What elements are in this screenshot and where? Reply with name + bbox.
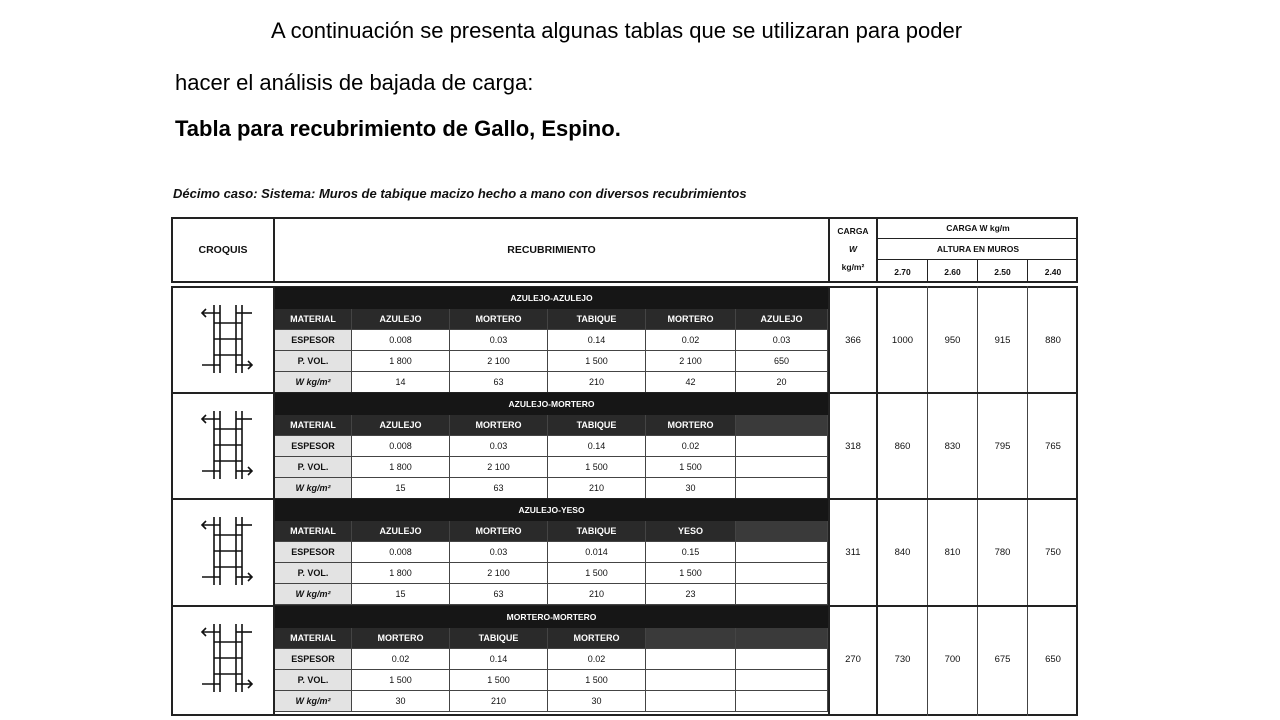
material-cell: 0.15	[646, 542, 736, 563]
material-cell: 0.02	[646, 330, 736, 351]
altura-value: 650	[1045, 653, 1061, 665]
material-cell: MORTERO	[352, 628, 450, 649]
material-cell: MORTERO	[450, 415, 548, 436]
material-cell: 15	[352, 478, 450, 499]
material-cell: 63	[450, 584, 548, 605]
header-height-250: 2.50	[994, 267, 1011, 277]
header-croquis: CROQUIS	[198, 244, 248, 256]
table-title: Tabla para recubrimiento de Gallo, Espino.	[175, 116, 621, 141]
material-cell: 1 500	[548, 457, 646, 478]
section-title: AZULEJO-AZULEJO	[275, 287, 828, 309]
material-cell	[736, 584, 828, 605]
material-cell	[646, 649, 736, 670]
wall-section-sketch-icon	[196, 511, 256, 591]
material-cell: TABIQUE	[450, 628, 548, 649]
material-cell: 14	[352, 372, 450, 393]
row-label: MATERIAL	[275, 415, 352, 436]
material-cell: 42	[646, 372, 736, 393]
material-cell	[646, 691, 736, 712]
altura-value: 950	[944, 334, 961, 346]
material-cell	[736, 542, 828, 563]
material-cell: 30	[548, 691, 646, 712]
row-label: ESPESOR	[275, 330, 352, 351]
carga-value: 318	[845, 440, 861, 452]
row-label: W kg/m²	[275, 584, 352, 605]
material-cell: 0.03	[450, 542, 548, 563]
material-cell	[736, 436, 828, 457]
material-cell: MORTERO	[646, 309, 736, 330]
material-cell: 0.008	[352, 436, 450, 457]
material-cell: 2 100	[450, 351, 548, 372]
material-cell	[646, 628, 736, 649]
material-cell: MORTERO	[548, 628, 646, 649]
material-cell: 30	[352, 691, 450, 712]
material-cell	[736, 563, 828, 584]
altura-value: 880	[1045, 334, 1061, 346]
material-cell: 210	[548, 584, 646, 605]
material-cell: 0.014	[548, 542, 646, 563]
material-cell: 1 500	[450, 670, 548, 691]
altura-value: 700	[944, 653, 961, 665]
material-cell: 20	[736, 372, 828, 393]
row-label: W kg/m²	[275, 478, 352, 499]
material-cell	[736, 478, 828, 499]
material-cell: 1 500	[646, 457, 736, 478]
header-height-240: 2.40	[1044, 267, 1062, 277]
row-label: ESPESOR	[275, 436, 352, 457]
header-carga-kgm: CARGA W kg/m	[946, 223, 1010, 233]
header-carga-1: CARGA	[837, 226, 869, 236]
material-cell	[736, 521, 828, 542]
material-cell: 0.02	[646, 436, 736, 457]
altura-value: 750	[1045, 546, 1061, 558]
carga-value: 311	[845, 546, 861, 558]
material-cell: 23	[646, 584, 736, 605]
header-altura: ALTURA EN MUROS	[936, 244, 1020, 254]
material-cell	[736, 415, 828, 436]
altura-value: 860	[894, 440, 911, 452]
header-height-260: 2.60	[944, 267, 961, 277]
wall-section-sketch-icon	[196, 405, 256, 485]
material-cell: 0.02	[352, 649, 450, 670]
header-recubrimiento: RECUBRIMIENTO	[507, 244, 596, 256]
material-cell: 1 500	[352, 670, 450, 691]
material-cell: AZULEJO	[736, 309, 828, 330]
altura-value: 765	[1045, 440, 1061, 452]
material-cell: 210	[548, 372, 646, 393]
material-cell: 0.03	[736, 330, 828, 351]
row-label: ESPESOR	[275, 649, 352, 670]
material-cell: 63	[450, 478, 548, 499]
material-cell: 1 500	[548, 563, 646, 584]
header-hline-1	[876, 238, 1078, 239]
material-cell: 0.008	[352, 542, 450, 563]
material-cell: 0.008	[352, 330, 450, 351]
header-height-270: 2.70	[894, 267, 911, 277]
scan-caption: Décimo caso: Sistema: Muros de tabique macizo hecho a mano con diversos recubrimientos	[173, 186, 747, 201]
material-cell	[646, 670, 736, 691]
material-cell: 0.03	[450, 436, 548, 457]
material-cell: 15	[352, 584, 450, 605]
material-cell: 0.14	[548, 436, 646, 457]
material-cell	[736, 649, 828, 670]
material-cell: 30	[646, 478, 736, 499]
altura-value: 1000	[891, 334, 914, 346]
wall-section-sketch-icon	[196, 299, 256, 379]
altura-value: 830	[944, 440, 961, 452]
material-cell: AZULEJO	[352, 521, 450, 542]
material-cell: 1 500	[548, 670, 646, 691]
altura-value: 915	[994, 334, 1011, 346]
scanned-table-image	[166, 180, 1090, 720]
material-cell: 2 100	[450, 457, 548, 478]
material-cell: 210	[548, 478, 646, 499]
material-cell	[736, 691, 828, 712]
material-cell: 0.03	[450, 330, 548, 351]
altura-value: 840	[894, 546, 911, 558]
material-cell	[736, 628, 828, 649]
section-title: AZULEJO-YESO	[275, 499, 828, 521]
intro-line-1: A continuación se presenta algunas tablas que se utilizaran para poder	[271, 18, 963, 43]
carga-value: 270	[845, 653, 861, 665]
material-cell: MORTERO	[450, 309, 548, 330]
material-cell: 0.14	[548, 330, 646, 351]
row-label: P. VOL.	[275, 670, 352, 691]
row-label: ESPESOR	[275, 542, 352, 563]
material-cell	[736, 670, 828, 691]
material-cell: 0.14	[450, 649, 548, 670]
row-label: W kg/m²	[275, 372, 352, 393]
section-title: MORTERO-MORTERO	[275, 606, 828, 628]
row-label: P. VOL.	[275, 351, 352, 372]
header-carga-2: W	[848, 244, 858, 254]
material-cell	[736, 457, 828, 478]
material-cell: 650	[736, 351, 828, 372]
intro-line-2: hacer el análisis de bajada de carga:	[175, 70, 534, 95]
row-label: MATERIAL	[275, 309, 352, 330]
altura-value: 810	[944, 546, 961, 558]
material-cell: TABIQUE	[548, 415, 646, 436]
material-cell: 2 100	[646, 351, 736, 372]
altura-value: 730	[894, 653, 911, 665]
material-cell: AZULEJO	[352, 309, 450, 330]
material-cell: 1 800	[352, 351, 450, 372]
row-label: MATERIAL	[275, 628, 352, 649]
material-cell: MORTERO	[450, 521, 548, 542]
row-label: P. VOL.	[275, 457, 352, 478]
row-label: P. VOL.	[275, 563, 352, 584]
material-cell: 1 800	[352, 563, 450, 584]
row-label: MATERIAL	[275, 521, 352, 542]
material-cell: 63	[450, 372, 548, 393]
material-cell: AZULEJO	[352, 415, 450, 436]
material-cell: 0.02	[548, 649, 646, 670]
altura-value: 675	[994, 653, 1011, 665]
header-carga-3: kg/m²	[841, 262, 865, 272]
material-cell: 210	[450, 691, 548, 712]
material-cell: TABIQUE	[548, 309, 646, 330]
wall-section-sketch-icon	[196, 618, 256, 698]
carga-value: 366	[845, 334, 861, 346]
material-cell: 1 500	[646, 563, 736, 584]
material-cell: 2 100	[450, 563, 548, 584]
altura-value: 780	[994, 546, 1011, 558]
material-cell: 1 500	[548, 351, 646, 372]
material-cell: MORTERO	[646, 415, 736, 436]
material-cell: TABIQUE	[548, 521, 646, 542]
row-label: W kg/m²	[275, 691, 352, 712]
material-cell: YESO	[646, 521, 736, 542]
altura-value: 795	[994, 440, 1011, 452]
section-title: AZULEJO-MORTERO	[275, 393, 828, 415]
material-cell: 1 800	[352, 457, 450, 478]
